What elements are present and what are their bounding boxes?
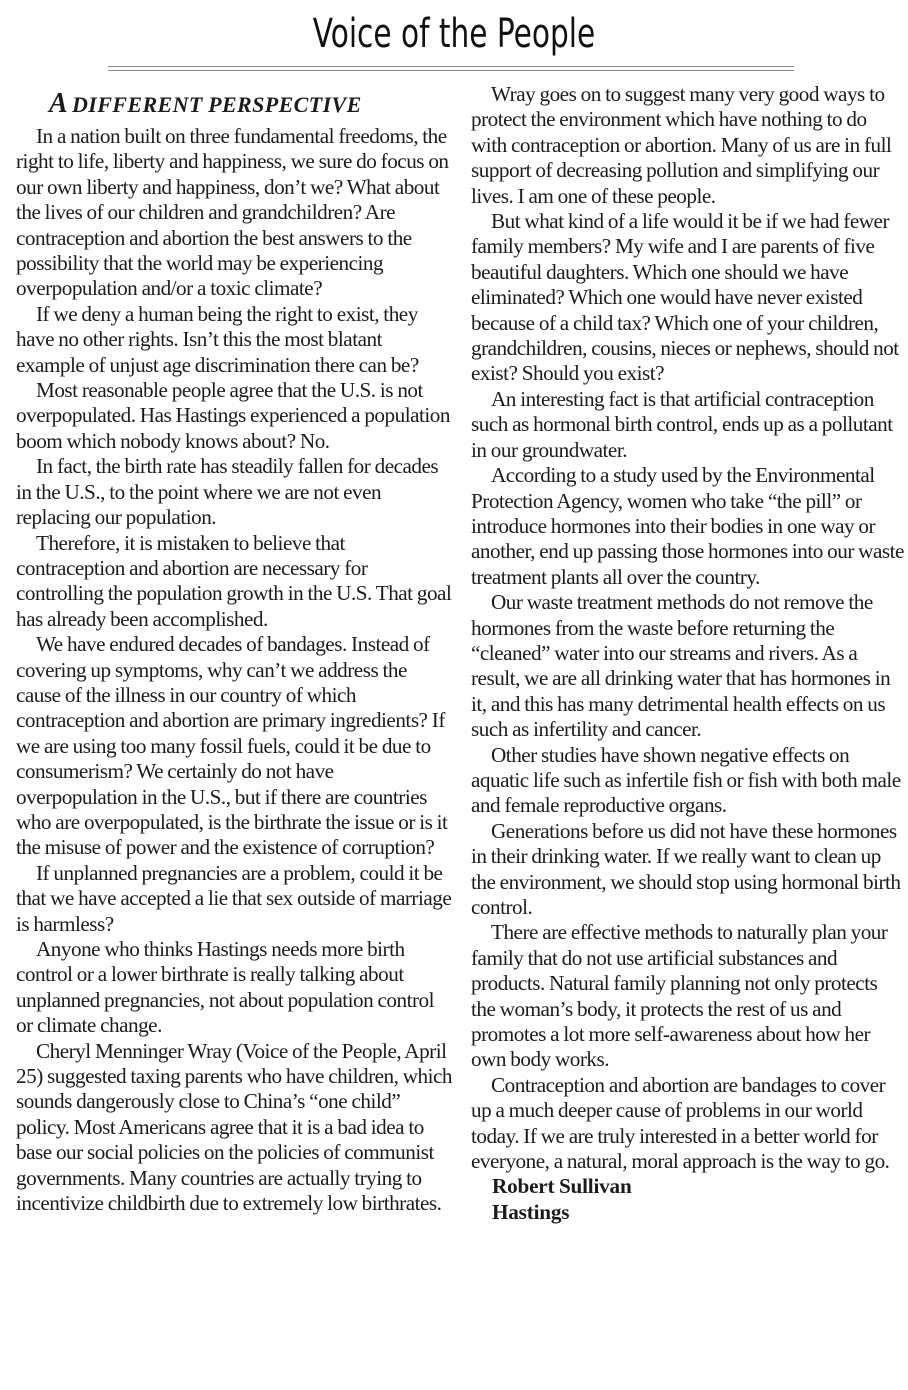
paragraph: If unplanned pregnancies are a problem, could it be that we have accepted a lie that sex outside of marriage is harmless? [16, 860, 452, 936]
letter-right-column [471, 82, 905, 1225]
paragraph: Therefore, it is mistaken to believe that contraception and abortion are necessary for controlling the population growth in the U.S. That goal has already been accomplished. [16, 530, 452, 631]
headline-initial: A [49, 88, 68, 119]
paragraph: We have endured decades of bandages. Instead of covering up symptoms, why can’t we address the cause of the illness in our country of which contraception and abortion are primary ingredients? If we are using too many fossil fuels, could it be due to consumerism? We certainly do not have overpopulation in the U.S., but if there are countries who are overpopulated, is the birthrate the issue or is it the misuse of power and the existence of corruption? [16, 632, 448, 860]
paragraph: Cheryl Menninger Wray (Voice of the People, April 25) suggested taxing parents who have children, which sounds dangerously close to China’s “one child” policy. Most Americans agree that it is a bad idea to base our social policies on the policies of communist governments. Many countries are actually trying to incentivize childbirth due to extremely low birthrates. [16, 1038, 453, 1216]
paragraph: Our waste treatment methods do not remove the hormones from the waste before returning the “cleaned” water into our streams and rivers. As a result, we are all drinking water that has hormones in it, and this has many detrimental health effects on us such as infertility and cancer. [471, 590, 891, 742]
paragraph: Wray goes on to suggest many very good ways to protect the environment which have nothing to do with contraception or abortion. Many of us are in full support of decreasing pollution and simplifying our lives. I am one of these people. [471, 82, 892, 208]
paragraph: Anyone who thinks Hastings needs more birth control or a lower birthrate is really talking about unplanned pregnancies, not about population control or climate change. [16, 937, 435, 1038]
author-name: Robert Sullivan [492, 1174, 632, 1199]
masthead-rule-top [108, 66, 794, 67]
author-city: Hastings [492, 1199, 570, 1224]
letter-left-column [16, 82, 452, 1216]
headline-text: DIFFERENT PERSPECTIVE [71, 92, 362, 117]
paragraph: Contraception and abortion are bandages to cover up a much deeper cause of problems in our world today. If we are truly interested in a better world for everyone, a natural, moral approach is the way to go. [471, 1072, 890, 1174]
paragraph: In fact, the birth rate has steadily fallen for decades in the U.S., to the point where we are not even replacing our population. [16, 454, 439, 530]
section-masthead: Voice of the People [312, 11, 596, 57]
letter-headline [16, 87, 452, 121]
paragraph: But what kind of a life would it be if we had fewer family members? My wife and I are parents of five beautiful daughters. Which one should we have eliminated? Which one would have never existed because of a child tax? Which one of your children, grandchildren, cousins, nieces or nephews, should not exist? Should you exist? [471, 209, 899, 386]
paragraph: According to a study used by the Environmental Protection Agency, women who take “the pill” or introduce hormones into their bodies in one way or another, end up passing those hormones into our waste treatment plants all over the country. [471, 463, 904, 589]
paragraph: Generations before us did not have these hormones in their drinking water. If we really want to clean up the environment, we should stop using hormonal birth control. [471, 818, 901, 919]
paragraph: Other studies have shown negative effects on aquatic life such as infertile fish or fish with both male and female reproductive organs. [471, 742, 901, 818]
paragraph: An interesting fact is that artificial contraception such as hormonal birth control, ends up as a pollutant in our groundwater. [471, 386, 893, 462]
paragraph: In a nation built on three fundamental freedoms, the right to life, liberty and happiness, we sure do focus on our own liberty and happiness, don’t we? What about the lives of our children and grandchildren? Are contraception and abortion the best answers to the possibility that the world may be experiencing overpopulation and/or a toxic climate? [16, 124, 449, 301]
paragraph: Most reasonable people agree that the U.S. is not overpopulated. Has Hastings experienced a population boom which nobody knows about? No. [16, 378, 450, 453]
paragraph: If we deny a human being the right to exist, they have no other rights. Isn’t this the most blatant example of unjust age discrimination there can be? [16, 301, 419, 377]
paragraph: There are effective methods to naturally plan your family that do not use artificial substances and products. Natural family planning not only protects the woman’s body, it protects the rest of us and promotes a lot more self-awareness about how her own body works. [471, 920, 888, 1072]
masthead-rule-bottom [108, 70, 794, 71]
